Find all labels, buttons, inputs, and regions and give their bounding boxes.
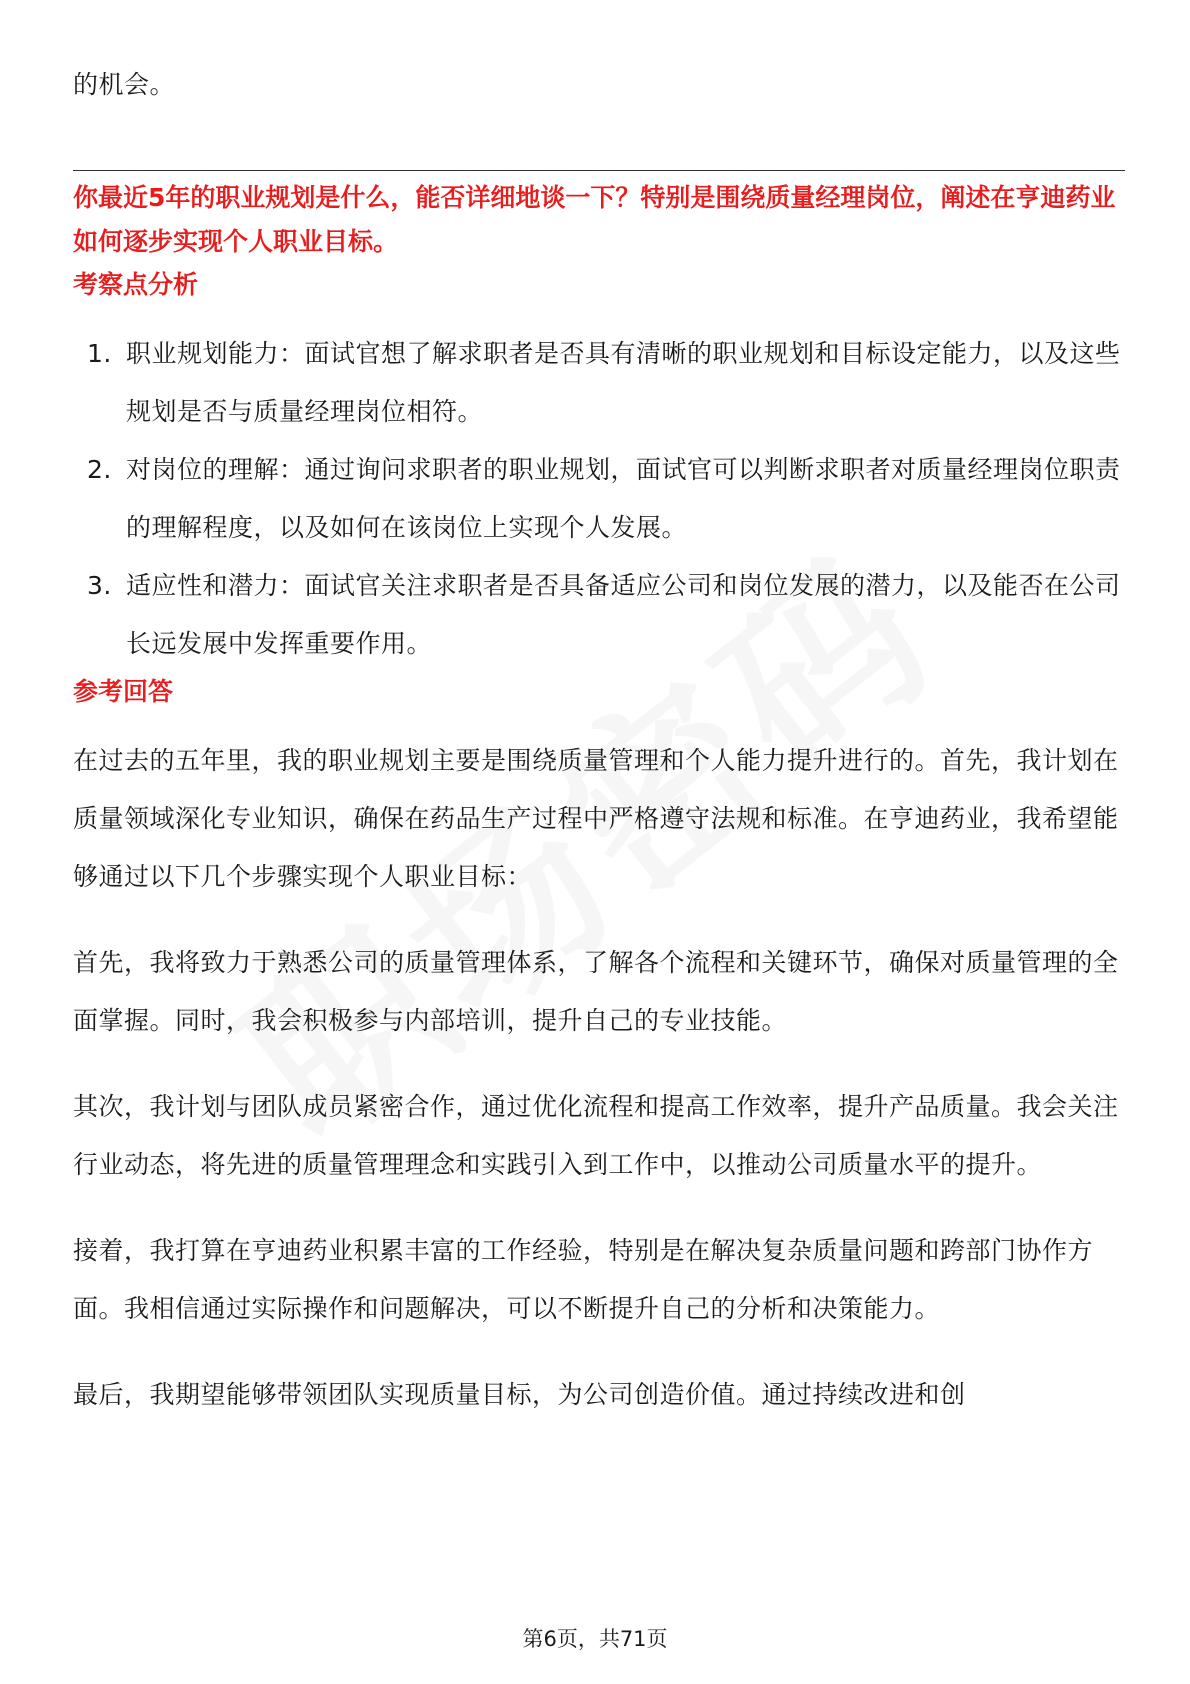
page-footer: 第6页，共71页 xyxy=(522,1627,668,1651)
question-heading: 你最近5年的职业规划是什么，能否详细地谈一下？特别是围绕质量经理岗位，阐述在亨迪药业如何逐步实现个人职业目标。 xyxy=(73,183,1116,256)
list-item xyxy=(73,557,1125,673)
analysis-list xyxy=(73,325,1125,673)
answer-paragraph: 接着，我打算在亨迪药业积累丰富的工作经验，特别是在解决复杂质量问题和跨部门协作方面。我相信通过实际操作和问题解决，可以不断提升自己的分析和决策能力。 xyxy=(73,1236,1094,1323)
list-item xyxy=(73,441,1125,557)
list-number: 3. xyxy=(87,571,112,600)
answer-title: 参考回答 xyxy=(73,677,174,706)
document-page xyxy=(73,0,1125,1684)
divider xyxy=(73,170,1125,171)
answer-paragraph: 其次，我计划与团队成员紧密合作，通过优化流程和提高工作效率，提升产品质量。我会关注行业动态，将先进的质量管理理念和实践引入到工作中，以推动公司质量水平的提升。 xyxy=(73,1092,1119,1179)
list-number: 2. xyxy=(87,455,112,484)
list-item xyxy=(73,325,1125,441)
list-item-text: 职业规划能力：面试官想了解求职者是否具有清晰的职业规划和目标设定能力，以及这些规划是否与质量经理岗位相符。 xyxy=(126,339,1121,426)
list-item-text: 对岗位的理解：通过询问求职者的职业规划，面试官可以判断求职者对质量经理岗位职责的理解程度，以及如何在该岗位上实现个人发展。 xyxy=(126,455,1121,542)
answer-paragraph: 最后，我期望能够带领团队实现质量目标，为公司创造价值。通过持续改进和创 xyxy=(73,1380,966,1409)
answer-body xyxy=(73,732,1125,1452)
answer-paragraph: 在过去的五年里，我的职业规划主要是围绕质量管理和个人能力提升进行的。首先，我计划在质量领域深化专业知识，确保在药品生产过程中严格遵守法规和标准。在亨迪药业，我希望能够通过以下几个步骤实现个人职业目标： xyxy=(73,746,1119,891)
analysis-title: 考察点分析 xyxy=(73,270,199,299)
continuation-text: 的机会。 xyxy=(73,70,176,99)
list-item-text: 适应性和潜力：面试官关注求职者是否具备适应公司和岗位发展的潜力，以及能否在公司长远发展中发挥重要作用。 xyxy=(126,571,1121,658)
list-number: 1. xyxy=(87,339,112,368)
answer-paragraph: 首先，我将致力于熟悉公司的质量管理体系，了解各个流程和关键环节，确保对质量管理的全面掌握。同时，我会积极参与内部培训，提升自己的专业技能。 xyxy=(73,948,1119,1035)
